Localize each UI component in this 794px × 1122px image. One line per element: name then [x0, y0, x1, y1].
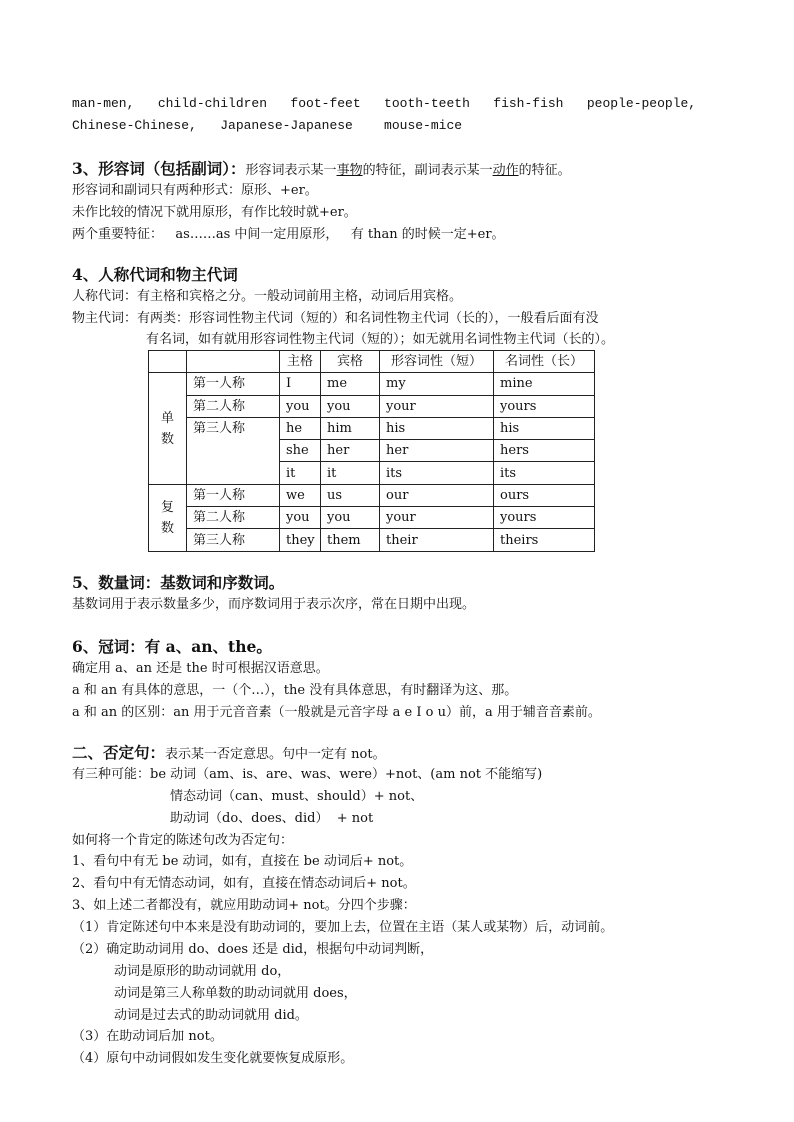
table-cell: you	[280, 395, 321, 417]
table-cell: its	[494, 462, 595, 484]
negative-line-1: 有三种可能：be 动词（am、is、are、was、were）+not、(am not 不能缩写)	[72, 767, 543, 782]
table-cell: your	[380, 395, 494, 417]
group-plural: 复 数	[149, 484, 187, 551]
table-cell: theirs	[494, 529, 595, 551]
pronoun-table	[148, 350, 595, 552]
group-singular: 单 数	[149, 373, 187, 484]
table-header-row	[149, 351, 595, 373]
negative-line-4: 如何将一个肯定的陈述句改为否定句：	[72, 833, 294, 848]
table-cell: her	[380, 440, 494, 462]
table-cell: us	[321, 484, 380, 506]
negative-line-2: 情态动词（can、must、should）+ not、	[170, 789, 424, 804]
section-3-line-3: 两个重要特征： as……as 中间一定用原形， 有 than 的时候一定+er。	[72, 227, 505, 242]
negative-heading: 二、否定句：表示某一否定意思。句中一定有 not。	[72, 743, 386, 762]
negative-step-2: 2、看句中有无情态动词，如有，直接在情态动词后+ not。	[72, 876, 416, 891]
table-cell: it	[321, 462, 380, 484]
person-label: 第一人称	[187, 373, 280, 395]
section-4-line-3: 有名词，如有就用形容词性物主代词（短的）；如无就用名词性物主代词（长的）。	[146, 332, 615, 347]
person-label: 第一人称	[187, 484, 280, 506]
table-cell: her	[321, 440, 380, 462]
table-cell: his	[494, 417, 595, 439]
table-cell: my	[380, 373, 494, 395]
table-cell: he	[280, 417, 321, 439]
section-3-line-2: 未作比较的情况下就用原形，有作比较时就+er。	[72, 205, 357, 220]
table-cell: mine	[494, 373, 595, 395]
section-5-line-1: 基数词用于表示数量多少，而序数词用于表示次序，常在日期中出现。	[72, 597, 476, 612]
negative-sub-2a: 动词是原形的助动词就用 do，	[114, 964, 291, 979]
table-cell: you	[280, 507, 321, 529]
table-cell: yours	[494, 507, 595, 529]
table-cell: I	[280, 373, 321, 395]
table-cell: their	[380, 529, 494, 551]
table-row	[149, 507, 595, 529]
section-3-line-1: 形容词和副词只有两种形式：原形、+er。	[72, 183, 318, 198]
header-subject: 主格	[280, 351, 321, 373]
table-row	[149, 484, 595, 506]
negative-step-3: 3、如上述二者都没有，就应用助动词+ not。分四个步骤：	[72, 898, 416, 913]
table-cell: our	[380, 484, 494, 506]
table-row	[149, 417, 595, 439]
table-cell: me	[321, 373, 380, 395]
table-cell: you	[321, 395, 380, 417]
person-label: 第三人称	[187, 529, 280, 551]
section-4-line-1: 人称代词：有主格和宾格之分。一般动词前用主格，动词后用宾格。	[72, 289, 463, 304]
table-cell: we	[280, 484, 321, 506]
section-4-heading: 4、人称代词和物主代词	[72, 265, 238, 284]
negative-title: 二、否定句：	[72, 743, 166, 762]
person-label: 第二人称	[187, 507, 280, 529]
section-6-line-1: 确定用 a、an 还是 the 时可根据汉语意思。	[72, 661, 329, 676]
section-6-line-2: a 和 an 有具体的意思，一（个…），the 没有具体意思，有时翻译为这、那。	[72, 683, 518, 698]
table-corner-cell	[149, 351, 187, 373]
table-cell: it	[280, 462, 321, 484]
table-cell: his	[380, 417, 494, 439]
table-cell: you	[321, 507, 380, 529]
table-row	[149, 395, 595, 417]
section-6-line-3: a 和 an 的区别：an 用于元音音素（一般就是元音字母 a e I o u）前，a 用于辅音音素前。	[72, 705, 601, 720]
table-row	[149, 529, 595, 551]
table-cell: him	[321, 417, 380, 439]
section-3-title: 3、形容词（包括副词）：	[72, 159, 246, 178]
person-label: 第三人称	[187, 417, 280, 484]
header-object: 宾格	[321, 351, 380, 373]
header-noun-possessive: 名词性（长）	[494, 351, 595, 373]
plural-examples-line-1: man-men, child-children foot-feet tooth-teeth fish-fish people-people,	[72, 96, 697, 111]
person-label: 第二人称	[187, 395, 280, 417]
table-cell: they	[280, 529, 321, 551]
table-cell: them	[321, 529, 380, 551]
negative-sub-2b: 动词是第三人称单数的助动词就用 does，	[114, 986, 357, 1001]
table-cell: ours	[494, 484, 595, 506]
table-cell: yours	[494, 395, 595, 417]
negative-sub-1: （1）肯定陈述句中本来是没有助动词的，要加上去，位置在主语（某人或某物）后，动词前。	[72, 920, 614, 935]
table-cell: its	[380, 462, 494, 484]
section-3-heading: 3、形容词（包括副词）：形容词表示某一事物的特征，副词表示某一动作的特征。	[72, 159, 571, 178]
section-4-line-2: 物主代词：有两类：形容词性物主代词（短的）和名词性物主代词（长的），一般看后面有没	[72, 311, 599, 326]
table-row	[149, 373, 595, 395]
negative-sub-2: （2）确定助动词用 do、does 还是 did，根据句中动词判断，	[72, 942, 434, 957]
section-6-heading: 6、冠词：有 a、an、the。	[72, 637, 272, 656]
negative-sub-4: （4）原句中动词假如发生变化就要恢复成原形。	[72, 1051, 354, 1066]
table-corner-cell	[187, 351, 280, 373]
table-cell: she	[280, 440, 321, 462]
negative-line-3: 助动词（do、does、did） + not	[170, 811, 374, 826]
header-adjective-possessive: 形容词性（短）	[380, 351, 494, 373]
plural-examples-line-2: Chinese-Chinese, Japanese-Japanese mouse-mice	[72, 118, 463, 133]
negative-sub-3: （3）在助动词后加 not。	[72, 1029, 223, 1044]
section-5-heading: 5、数量词：基数词和序数词。	[72, 573, 285, 592]
negative-step-1: 1、看句中有无 be 动词，如有，直接在 be 动词后+ not。	[72, 854, 413, 869]
table-cell: hers	[494, 440, 595, 462]
negative-sub-2c: 动词是过去式的助动词就用 did。	[114, 1008, 308, 1023]
table-cell: your	[380, 507, 494, 529]
